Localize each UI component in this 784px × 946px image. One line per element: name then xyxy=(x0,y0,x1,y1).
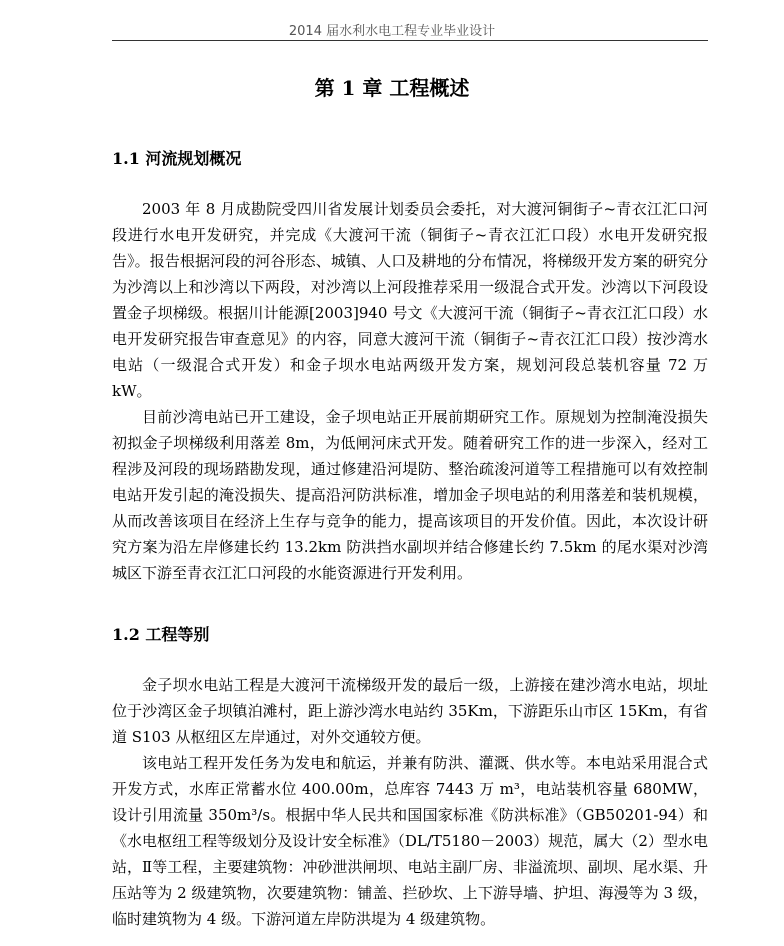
chapter-title: 第 1 章 工程概述 xyxy=(314,76,470,100)
paragraph-project-grade-2: 该电站工程开发任务为发电和航运，并兼有防洪、灌溉、供水等。本电站采用混合式开发方式，水库正常蓄水位 400.00m，总库容 7443 万 m³，电站装机容量 680MW，设计引用流量 350m³/s。根据中华人民共和国国家标准《防洪标准》（GB50201-94）和《水电枢纽工程等级划分及设计安全标准》（DL/T5180－2003）规范，属大（2）型水电站，Ⅱ等工程，主要建筑物：冲砂泄洪闸坝、电站主副厂房、非溢流坝、副坝、尾水渠、升压站等为 2 级建筑物，次要建筑物：铺盖、拦砂坎、上下游导墙、护坦、海漫等为 3 级，临时建筑物为 4 级。下游河道左岸防洪堤为 4 级建筑物。 xyxy=(112,754,708,928)
section-title-1-2: 1.2 工程等别 xyxy=(112,625,210,644)
page-header: 2014 届水利水电工程专业毕业设计 xyxy=(288,24,496,39)
paragraph-river-planning-2: 目前沙湾电站已开工建设，金子坝电站正开展前期研究工作。原规划为控制淹没损失初拟金子坝梯级利用落差 8m，为低闸河床式开发。随着研究工作的进一步深入，经对工程涉及河段的现场踏勘发现，通过修建沿河堤防、整治疏浚河道等工程措施可以有效控制电站开发引起的淹没损失、提高沿河防洪标准，增加金子坝电站的利用落差和装机规模，从而改善该项目在经济上生存与竞争的能力，提高该项目的开发价值。因此，本次设计研究方案为沿左岸修建长约 13.2km 防洪挡水副坝并结合修建长约 7.5km 的尾水渠对沙湾城区下游至青衣江汇口河段的水能资源进行开发利用。 xyxy=(112,408,708,582)
paragraph-river-planning-1: 2003 年 8 月成勘院受四川省发展计划委员会委托，对大渡河铜街子~青衣江汇口河段进行水电开发研究，并完成《大渡河干流（铜街子~青衣江汇口段）水电开发研究报告》。报告根据河段的河谷形态、城镇、人口及耕地的分布情况，将梯级开发方案的研究分为沙湾以上和沙湾以下两段，对沙湾以上河段推荐采用一级混合式开发。沙湾以下河段设置金子坝梯级。根据川计能源[2003]940 号文《大渡河干流（铜街子~青衣江汇口段）水电开发研究报告审查意见》的内容，同意大渡河干流（铜街子~青衣江汇口段）按沙湾水电站（一级混合式开发）和金子坝水电站两级开发方案，规划河段总装机容量 72 万 kW。 xyxy=(112,200,708,400)
section-title-1-1: 1.1 河流规划概况 xyxy=(112,149,242,168)
paragraph-project-grade-1: 金子坝水电站工程是大渡河干流梯级开发的最后一级，上游接在建沙湾水电站，坝址位于沙湾区金子坝镇泊滩村，距上游沙湾水电站约 35Km，下游距乐山市区 15Km，有省道 S103 从枢纽区左岸通过，对外交通较方便。 xyxy=(112,676,708,746)
header-rule xyxy=(112,40,708,41)
